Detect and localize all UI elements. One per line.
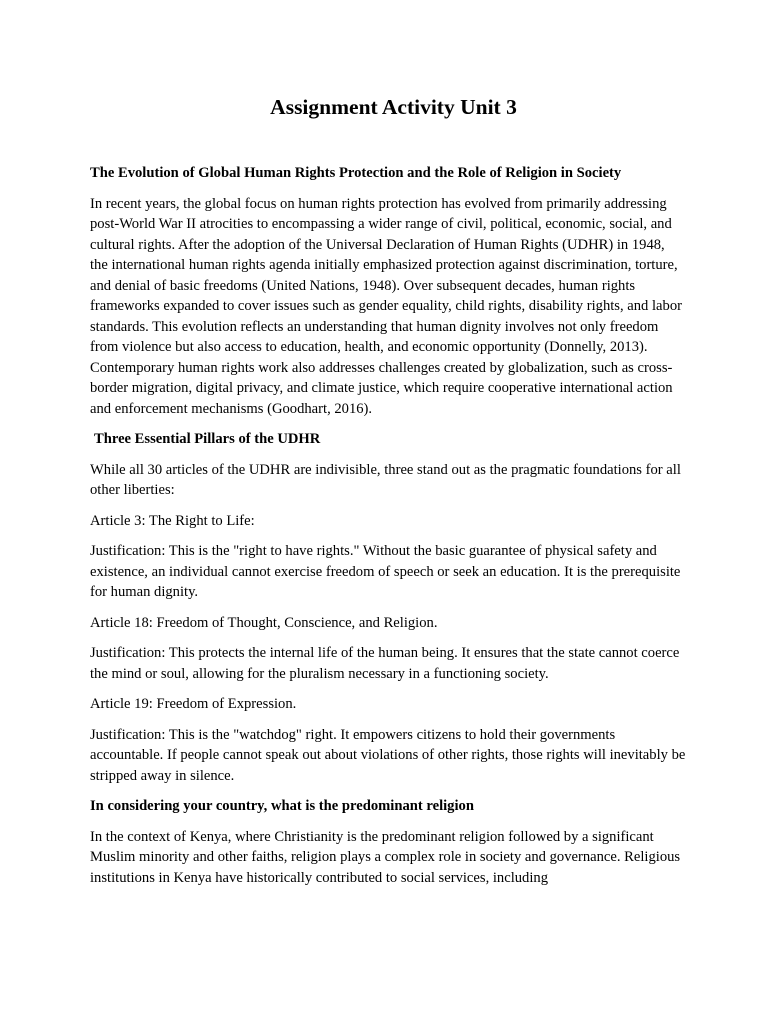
- paragraph-evolution: In recent years, the global focus on human rights protection has evolved from primarily addressing post-World War II atrocities to encompassing a wider range of civil, political, economic, social, and cultural rights. After the adoption of the Universal Declaration of Human Rights (UDHR) in 1948, the international human rights agenda initially emphasized protection against discrimination, torture, and denial of basic freedoms (United Nations, 1948). Over subsequent decades, human rights frameworks expanded to cover issues such as gender equality, child rights, disability rights, and labor standards. This evolution reflects an understanding that human dignity involves not only freedom from violence but also access to education, health, and economic opportunity (Donnelly, 2013). Contemporary human rights work also addresses challenges created by globalization, such as cross-border migration, digital privacy, and climate justice, which require cooperative international action and enforcement mechanisms (Goodhart, 2016).: [90, 195, 682, 417]
- article-19-title: Article 19: Freedom of Expression.: [90, 696, 297, 712]
- article-3-justification: Justification: This is the "right to have rights." Without the basic guarantee of physical safety and existence, an individual cannot exercise freedom of speech or seek an education. It is the prerequisite for human dignity.: [90, 543, 681, 600]
- article-18-justification: Justification: This protects the internal life of the human being. It ensures that the state cannot coerce the mind or soul, allowing for the pluralism necessary in a functioning society.: [90, 645, 680, 682]
- section-heading-religion: In considering your country, what is the predominant religion: [90, 798, 474, 814]
- paragraph-religion: In the context of Kenya, where Christianity is the predominant religion followed by a significant Muslim minority and other faiths, religion plays a complex role in society and governance. Religious institutions in Kenya have historically contributed to social services, including: [90, 828, 681, 886]
- paragraph-pillars-intro: While all 30 articles of the UDHR are indivisible, three stand out as the pragmatic foundations for all other liberties:: [90, 461, 681, 498]
- article-3-title: Article 3: The Right to Life:: [90, 512, 255, 529]
- document-title: Assignment Activity Unit 3: [270, 95, 517, 119]
- section-heading-pillars: Three Essential Pillars of the UDHR: [94, 431, 321, 447]
- article-18-title: Article 18: Freedom of Thought, Conscience, and Religion.: [90, 614, 438, 631]
- article-19-justification: Justification: This is the "watchdog" right. It empowers citizens to hold their governments accountable. If people cannot speak out about violations of other rights, those rights will inevitably be stripped away in silence.: [90, 726, 686, 784]
- section-heading-evolution: The Evolution of Global Human Rights Protection and the Role of Religion in Society: [90, 165, 622, 181]
- document-body: [90, 163, 686, 898]
